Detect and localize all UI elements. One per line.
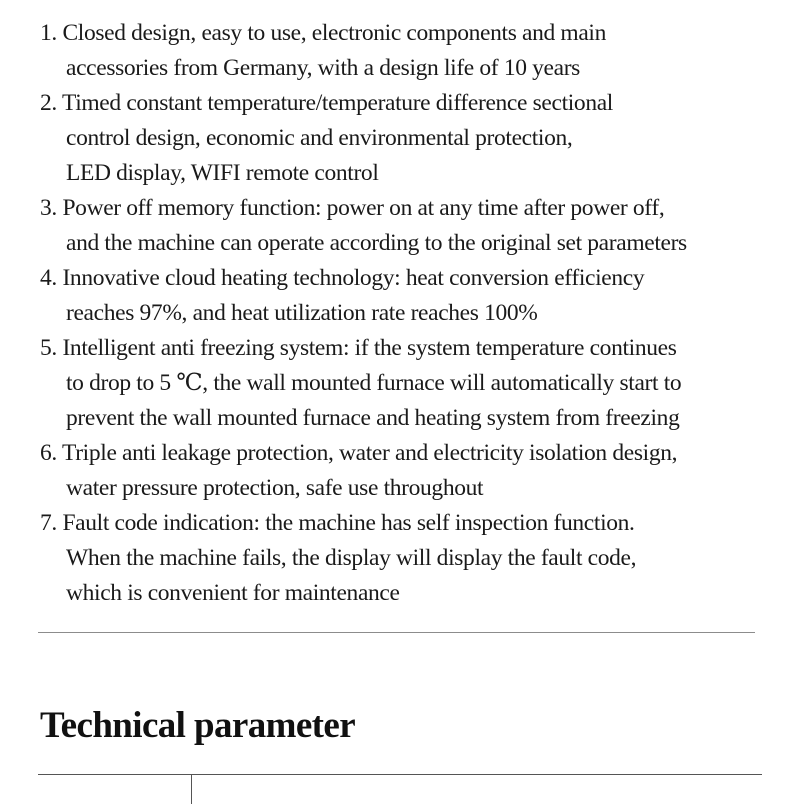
feature-line: 2. Timed constant temperature/temperature difference sectional <box>40 90 613 116</box>
feature-line: which is convenient for maintenance <box>66 580 400 606</box>
feature-line: 7. Fault code indication: the machine has self inspection function. <box>40 510 635 536</box>
table-top-rule <box>38 774 762 775</box>
feature-line: accessories from Germany, with a design life of 10 years <box>66 55 580 81</box>
feature-item <box>40 191 780 261</box>
feature-line: reaches 97%, and heat utilization rate reaches 100% <box>66 300 538 326</box>
feature-line: 3. Power off memory function: power on at any time after power off, <box>40 195 665 221</box>
feature-item <box>40 261 780 331</box>
feature-line: and the machine can operate according to the original set parameters <box>66 230 687 256</box>
feature-line: 4. Innovative cloud heating technology: heat conversion efficiency <box>40 265 645 291</box>
feature-line: prevent the wall mounted furnace and heating system from freezing <box>66 405 680 431</box>
feature-line: When the machine fails, the display will display the fault code, <box>66 545 637 571</box>
feature-item <box>40 331 780 436</box>
feature-line: 1. Closed design, easy to use, electronic components and main <box>40 20 607 46</box>
feature-item <box>40 16 780 86</box>
feature-item <box>40 506 780 611</box>
feature-item <box>40 436 780 506</box>
feature-line: to drop to 5 ℃, the wall mounted furnace will automatically start to <box>66 370 682 396</box>
feature-line: water pressure protection, safe use throughout <box>66 475 484 501</box>
feature-item <box>40 86 780 191</box>
feature-line: 6. Triple anti leakage protection, water and electricity isolation design, <box>40 440 678 466</box>
feature-line: 5. Intelligent anti freezing system: if the system temperature continues <box>40 335 677 361</box>
section-title: Technical parameter <box>40 705 356 746</box>
feature-line: control design, economic and environmental protection, <box>66 125 573 151</box>
section-divider <box>38 632 755 633</box>
feature-list <box>40 16 780 611</box>
feature-line: LED display, WIFI remote control <box>66 160 379 186</box>
